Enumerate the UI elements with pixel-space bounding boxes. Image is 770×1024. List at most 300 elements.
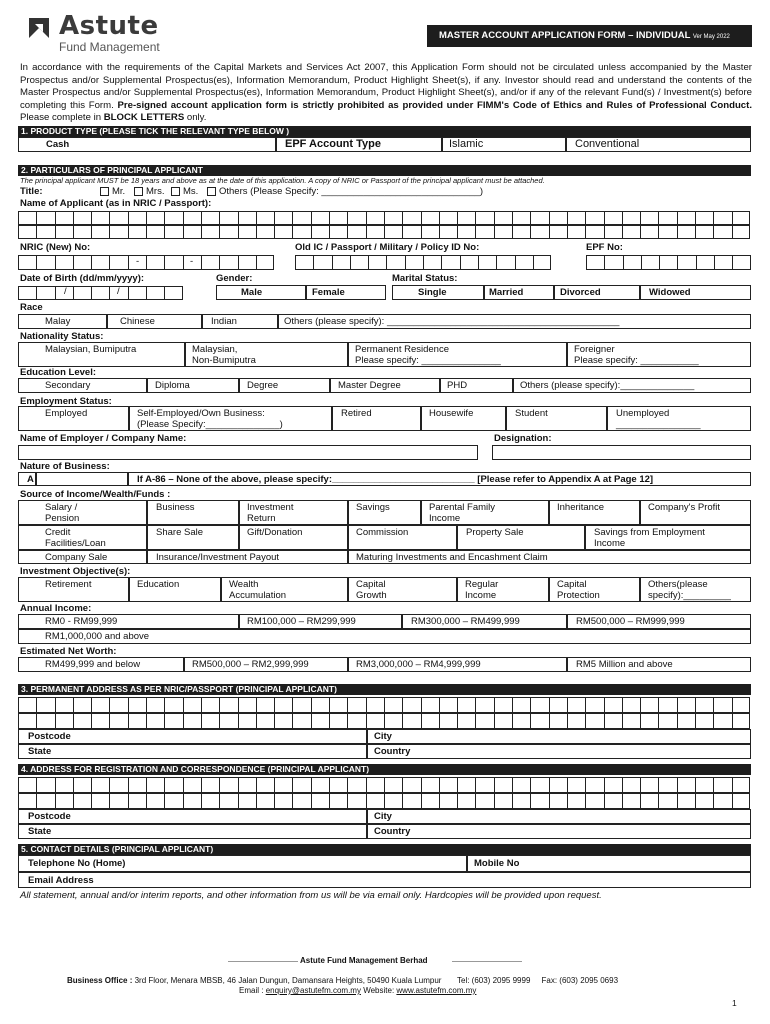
race-others[interactable]: Others (please specify): ____________________________________________ — [278, 314, 751, 329]
char-box[interactable] — [55, 777, 73, 793]
sow-credit-facilities[interactable]: Credit Facilities/Loan — [18, 525, 147, 550]
char-box[interactable] — [640, 777, 658, 793]
char-box[interactable] — [567, 793, 585, 809]
char-box[interactable] — [73, 777, 91, 793]
char-box[interactable] — [512, 211, 530, 225]
char-box[interactable] — [36, 697, 54, 713]
char-box[interactable] — [640, 697, 658, 713]
char-box[interactable] — [457, 793, 475, 809]
char-box[interactable] — [658, 225, 676, 239]
char-box[interactable] — [366, 777, 384, 793]
edu-diploma[interactable]: Diploma — [147, 378, 239, 393]
char-box[interactable] — [238, 793, 256, 809]
char-box[interactable] — [366, 713, 384, 729]
nw-5m-above[interactable]: RM5 Million and above — [567, 657, 751, 672]
char-box[interactable] — [421, 211, 439, 225]
char-box[interactable] — [238, 697, 256, 713]
char-box[interactable] — [329, 713, 347, 729]
char-box[interactable] — [256, 713, 274, 729]
edu-phd[interactable]: PHD — [440, 378, 513, 393]
char-box[interactable] — [55, 255, 73, 270]
inv-capital-protection[interactable]: Capital Protection — [549, 577, 640, 602]
char-box[interactable] — [696, 255, 714, 270]
char-box[interactable] — [677, 697, 695, 713]
char-box[interactable] — [183, 211, 201, 225]
char-box[interactable] — [109, 211, 127, 225]
char-box[interactable] — [164, 713, 182, 729]
char-box[interactable] — [274, 793, 292, 809]
char-box[interactable] — [494, 697, 512, 713]
mobile-no-field[interactable]: Mobile No — [467, 855, 751, 872]
char-box[interactable] — [128, 697, 146, 713]
char-box[interactable] — [238, 713, 256, 729]
inv-others[interactable]: Others(please specify):_________ — [640, 577, 751, 602]
char-box[interactable] — [475, 777, 493, 793]
char-box[interactable] — [109, 713, 127, 729]
char-box[interactable] — [73, 225, 91, 239]
char-box[interactable] — [256, 211, 274, 225]
char-box[interactable] — [311, 713, 329, 729]
ai-rm1m-above[interactable]: RM1,000,000 and above — [18, 629, 751, 644]
title-others-option[interactable]: Others (Please Specify: ______________________________) — [207, 186, 483, 197]
char-box[interactable] — [36, 713, 54, 729]
char-box[interactable] — [402, 225, 420, 239]
char-box[interactable] — [36, 793, 54, 809]
char-box[interactable] — [350, 255, 368, 270]
char-box[interactable] — [622, 777, 640, 793]
inv-education[interactable]: Education — [129, 577, 221, 602]
char-box[interactable] — [604, 793, 622, 809]
char-box[interactable] — [567, 211, 585, 225]
edu-degree[interactable]: Degree — [239, 378, 330, 393]
char-box[interactable] — [475, 793, 493, 809]
char-box[interactable] — [36, 211, 54, 225]
sow-investment-return[interactable]: Investment Return — [239, 500, 348, 525]
char-box[interactable] — [549, 777, 567, 793]
char-box[interactable] — [512, 793, 530, 809]
char-box[interactable] — [18, 793, 36, 809]
char-box[interactable] — [496, 255, 514, 270]
char-box[interactable] — [695, 697, 713, 713]
char-box[interactable] — [677, 793, 695, 809]
gender-male[interactable]: Male — [216, 285, 306, 300]
char-box[interactable] — [91, 286, 109, 300]
dob-input-grid[interactable] — [18, 286, 183, 300]
char-box[interactable] — [109, 225, 127, 239]
char-box[interactable] — [329, 211, 347, 225]
correspondence-address-row2[interactable] — [18, 793, 750, 809]
correspondence-address-row1[interactable] — [18, 777, 750, 793]
char-box[interactable] — [73, 697, 91, 713]
product-islamic[interactable]: Islamic — [442, 137, 566, 152]
char-box[interactable] — [164, 255, 182, 270]
char-box[interactable] — [55, 211, 73, 225]
char-box[interactable] — [695, 777, 713, 793]
edu-secondary[interactable]: Secondary — [18, 378, 147, 393]
char-box[interactable] — [219, 255, 237, 270]
emp-employed[interactable]: Employed — [18, 406, 129, 431]
char-box[interactable] — [238, 225, 256, 239]
char-box[interactable] — [128, 225, 146, 239]
product-conventional[interactable]: Conventional — [566, 137, 751, 152]
char-box[interactable] — [658, 793, 676, 809]
char-box[interactable] — [146, 286, 164, 300]
char-box[interactable] — [640, 793, 658, 809]
char-box[interactable] — [530, 713, 548, 729]
inv-capital-growth[interactable]: Capital Growth — [348, 577, 457, 602]
char-box[interactable] — [386, 255, 404, 270]
nw-below-500k[interactable]: RM499,999 and below — [18, 657, 184, 672]
permanent-address-row1[interactable] — [18, 697, 750, 713]
char-box[interactable] — [183, 225, 201, 239]
marital-divorced[interactable]: Divorced — [554, 285, 640, 300]
corr-city[interactable]: City — [367, 809, 751, 824]
inv-retirement[interactable]: Retirement — [18, 577, 129, 602]
char-box[interactable] — [368, 255, 386, 270]
char-box[interactable] — [457, 211, 475, 225]
char-box[interactable] — [622, 793, 640, 809]
char-box[interactable] — [641, 255, 659, 270]
char-box[interactable] — [732, 225, 750, 239]
char-box[interactable] — [219, 777, 237, 793]
footer-email-link[interactable]: enquiry@astutefm.com.my — [265, 986, 361, 995]
char-box[interactable] — [146, 713, 164, 729]
char-box[interactable] — [146, 255, 164, 270]
ai-rm0-99999[interactable]: RM0 - RM99,999 — [18, 614, 239, 629]
char-box[interactable] — [421, 777, 439, 793]
char-box[interactable] — [604, 777, 622, 793]
char-box[interactable] — [366, 793, 384, 809]
char-box[interactable] — [384, 777, 402, 793]
marital-single[interactable]: Single — [392, 285, 484, 300]
char-box[interactable] — [274, 697, 292, 713]
char-box[interactable] — [677, 777, 695, 793]
perm-postcode[interactable]: Postcode — [18, 729, 367, 744]
char-box[interactable] — [219, 793, 237, 809]
char-box[interactable] — [622, 211, 640, 225]
char-box[interactable] — [295, 255, 313, 270]
char-box[interactable] — [549, 225, 567, 239]
char-box[interactable] — [347, 713, 365, 729]
nob-other-specify[interactable]: If A-86 – None of the above, please specify:___________________________ [Please refer to Appendix A at Page 12] — [128, 472, 751, 486]
char-box[interactable] — [732, 713, 750, 729]
char-box[interactable] — [457, 697, 475, 713]
char-box[interactable] — [164, 211, 182, 225]
char-box[interactable] — [201, 211, 219, 225]
char-box[interactable] — [311, 777, 329, 793]
char-box[interactable] — [55, 225, 73, 239]
char-box[interactable] — [457, 713, 475, 729]
sow-commission[interactable]: Commission — [348, 525, 457, 550]
char-box[interactable] — [164, 697, 182, 713]
char-box[interactable] — [695, 225, 713, 239]
char-box[interactable] — [292, 211, 310, 225]
char-box[interactable] — [405, 255, 423, 270]
char-box[interactable] — [109, 777, 127, 793]
char-box[interactable] — [713, 225, 731, 239]
char-box[interactable] — [421, 225, 439, 239]
race-malay[interactable]: Malay — [18, 314, 107, 329]
char-box[interactable] — [658, 777, 676, 793]
char-box[interactable] — [640, 713, 658, 729]
title-mrs-option[interactable]: Mrs. — [134, 186, 164, 197]
char-box[interactable] — [18, 211, 36, 225]
nw-3m-5m[interactable]: RM3,000,000 – RM4,999,999 — [348, 657, 567, 672]
char-box[interactable] — [256, 225, 274, 239]
char-box[interactable] — [292, 713, 310, 729]
char-box[interactable] — [549, 697, 567, 713]
char-box[interactable] — [533, 255, 551, 270]
char-box[interactable] — [332, 255, 350, 270]
char-box[interactable] — [402, 697, 420, 713]
emp-retired[interactable]: Retired — [332, 406, 421, 431]
char-box[interactable] — [732, 697, 750, 713]
char-box[interactable] — [201, 793, 219, 809]
char-box[interactable] — [494, 793, 512, 809]
char-box[interactable] — [677, 211, 695, 225]
gender-female[interactable]: Female — [306, 285, 386, 300]
char-box[interactable] — [530, 793, 548, 809]
applicant-name-grid-row1[interactable] — [18, 211, 750, 225]
char-box[interactable] — [384, 697, 402, 713]
char-box[interactable] — [585, 225, 603, 239]
char-box[interactable] — [402, 713, 420, 729]
designation-input[interactable] — [492, 445, 751, 460]
char-box[interactable] — [146, 697, 164, 713]
nob-code-input[interactable] — [36, 472, 128, 486]
char-box[interactable] — [622, 225, 640, 239]
perm-country[interactable]: Country — [367, 744, 751, 759]
char-box[interactable] — [732, 255, 750, 270]
char-box[interactable] — [91, 697, 109, 713]
char-box[interactable] — [73, 211, 91, 225]
char-box[interactable] — [128, 793, 146, 809]
char-box[interactable] — [713, 793, 731, 809]
char-box[interactable] — [201, 225, 219, 239]
char-box[interactable] — [109, 697, 127, 713]
applicant-name-grid-row2[interactable] — [18, 225, 750, 239]
char-box[interactable] — [421, 713, 439, 729]
char-box[interactable] — [475, 225, 493, 239]
char-box[interactable] — [91, 225, 109, 239]
sow-business[interactable]: Business — [147, 500, 239, 525]
char-box[interactable] — [91, 777, 109, 793]
char-box[interactable] — [713, 211, 731, 225]
product-epf-account-type[interactable]: EPF Account Type — [276, 137, 442, 152]
char-box[interactable] — [183, 777, 201, 793]
emp-unemployed[interactable]: Unemployed ________________ — [607, 406, 751, 431]
char-box[interactable] — [256, 697, 274, 713]
char-box[interactable] — [292, 697, 310, 713]
inv-wealth-accumulation[interactable]: Wealth Accumulation — [221, 577, 348, 602]
char-box[interactable] — [311, 697, 329, 713]
char-box[interactable] — [201, 777, 219, 793]
char-box[interactable] — [146, 211, 164, 225]
nw-500k-3m[interactable]: RM500,000 – RM2,999,999 — [184, 657, 348, 672]
char-box[interactable] — [659, 255, 677, 270]
char-box[interactable] — [347, 793, 365, 809]
char-box[interactable] — [18, 286, 36, 300]
char-box[interactable] — [256, 793, 274, 809]
sow-gift-donation[interactable]: Gift/Donation — [239, 525, 348, 550]
char-box[interactable] — [457, 225, 475, 239]
char-box[interactable] — [604, 225, 622, 239]
char-box[interactable] — [714, 255, 732, 270]
char-box[interactable] — [494, 211, 512, 225]
char-box[interactable] — [36, 255, 54, 270]
char-box[interactable] — [695, 211, 713, 225]
char-box[interactable] — [402, 211, 420, 225]
char-box[interactable] — [292, 777, 310, 793]
char-box[interactable] — [292, 793, 310, 809]
emp-self-employed[interactable]: Self-Employed/Own Business: (Please Specify:______________) — [129, 406, 332, 431]
char-box[interactable] — [567, 777, 585, 793]
char-box[interactable] — [439, 211, 457, 225]
char-box[interactable] — [256, 255, 274, 270]
char-box[interactable] — [91, 211, 109, 225]
char-box[interactable] — [183, 697, 201, 713]
char-box[interactable] — [73, 286, 91, 300]
char-box[interactable] — [640, 211, 658, 225]
char-box[interactable] — [366, 225, 384, 239]
char-box[interactable] — [201, 697, 219, 713]
char-box[interactable] — [439, 777, 457, 793]
char-box[interactable] — [329, 777, 347, 793]
char-box[interactable] — [695, 713, 713, 729]
char-box[interactable] — [623, 255, 641, 270]
sow-salary-pension[interactable]: Salary / Pension — [18, 500, 147, 525]
sow-savings-employment[interactable]: Savings from Employment Income — [585, 525, 751, 550]
char-box[interactable] — [586, 255, 604, 270]
char-box[interactable] — [128, 286, 146, 300]
char-box[interactable] — [366, 697, 384, 713]
char-box[interactable] — [512, 697, 530, 713]
corr-country[interactable]: Country — [367, 824, 751, 839]
char-box[interactable] — [201, 713, 219, 729]
char-box[interactable] — [515, 255, 533, 270]
epf-no-input-grid[interactable] — [586, 255, 751, 270]
char-box[interactable] — [423, 255, 441, 270]
permanent-address-row2[interactable] — [18, 713, 750, 729]
char-box[interactable] — [530, 697, 548, 713]
char-box[interactable] — [91, 255, 109, 270]
char-box[interactable] — [128, 777, 146, 793]
char-box[interactable] — [146, 225, 164, 239]
char-box[interactable] — [549, 793, 567, 809]
char-box[interactable] — [18, 713, 36, 729]
char-box[interactable] — [732, 211, 750, 225]
email-address-field[interactable]: Email Address — [18, 872, 751, 888]
char-box[interactable] — [183, 793, 201, 809]
char-box[interactable] — [567, 713, 585, 729]
char-box[interactable] — [677, 713, 695, 729]
corr-state[interactable]: State — [18, 824, 367, 839]
perm-state[interactable]: State — [18, 744, 367, 759]
char-box[interactable] — [146, 793, 164, 809]
char-box[interactable] — [494, 777, 512, 793]
char-box[interactable] — [274, 777, 292, 793]
char-box[interactable] — [658, 713, 676, 729]
char-box[interactable] — [329, 793, 347, 809]
char-box[interactable] — [18, 777, 36, 793]
emp-housewife[interactable]: Housewife — [421, 406, 506, 431]
char-box[interactable] — [512, 713, 530, 729]
char-box[interactable] — [73, 793, 91, 809]
sow-share-sale[interactable]: Share Sale — [147, 525, 239, 550]
char-box[interactable] — [530, 211, 548, 225]
char-box[interactable] — [713, 697, 731, 713]
char-box[interactable] — [55, 713, 73, 729]
char-box[interactable] — [475, 697, 493, 713]
char-box[interactable] — [695, 793, 713, 809]
edu-others[interactable]: Others (please specify):______________ — [513, 378, 751, 393]
char-box[interactable] — [91, 713, 109, 729]
char-box[interactable] — [604, 697, 622, 713]
char-box[interactable] — [73, 255, 91, 270]
char-box[interactable] — [460, 255, 478, 270]
char-box[interactable] — [311, 225, 329, 239]
inv-regular-income[interactable]: Regular Income — [457, 577, 549, 602]
char-box[interactable] — [549, 211, 567, 225]
edu-master-degree[interactable]: Master Degree — [330, 378, 440, 393]
char-box[interactable] — [421, 793, 439, 809]
perm-city[interactable]: City — [367, 729, 751, 744]
char-box[interactable] — [622, 697, 640, 713]
nat-permanent-residence[interactable]: Permanent Residence Please specify: _______________ — [348, 342, 567, 367]
char-box[interactable] — [347, 697, 365, 713]
old-ic-input-grid[interactable] — [295, 255, 551, 270]
char-box[interactable] — [201, 255, 219, 270]
char-box[interactable] — [238, 211, 256, 225]
char-box[interactable] — [73, 713, 91, 729]
char-box[interactable] — [530, 225, 548, 239]
char-box[interactable] — [549, 713, 567, 729]
char-box[interactable] — [402, 793, 420, 809]
sow-company-profit[interactable]: Company's Profit — [640, 500, 751, 525]
char-box[interactable] — [384, 211, 402, 225]
char-box[interactable] — [439, 697, 457, 713]
nat-foreigner[interactable]: Foreigner Please specify: ___________ — [567, 342, 751, 367]
char-box[interactable] — [164, 777, 182, 793]
char-box[interactable] — [478, 255, 496, 270]
char-box[interactable] — [311, 793, 329, 809]
char-box[interactable] — [567, 225, 585, 239]
sow-inheritance[interactable]: Inheritance — [549, 500, 640, 525]
title-ms-option[interactable]: Ms. — [171, 186, 198, 197]
nat-malaysian-non-bumiputra[interactable]: Malaysian, Non-Bumiputra — [185, 342, 348, 367]
marital-married[interactable]: Married — [484, 285, 554, 300]
char-box[interactable] — [441, 255, 459, 270]
title-mr-option[interactable]: Mr. — [100, 186, 125, 197]
char-box[interactable] — [128, 713, 146, 729]
char-box[interactable] — [347, 225, 365, 239]
char-box[interactable] — [402, 777, 420, 793]
nric-input-grid[interactable] — [18, 255, 274, 270]
char-box[interactable] — [311, 211, 329, 225]
char-box[interactable] — [677, 225, 695, 239]
char-box[interactable] — [183, 713, 201, 729]
char-box[interactable] — [604, 211, 622, 225]
char-box[interactable] — [366, 211, 384, 225]
char-box[interactable] — [439, 225, 457, 239]
nat-malaysian-bumiputra[interactable]: Malaysian, Bumiputra — [18, 342, 185, 367]
char-box[interactable] — [146, 777, 164, 793]
char-box[interactable] — [274, 713, 292, 729]
char-box[interactable] — [18, 255, 36, 270]
char-box[interactable] — [219, 697, 237, 713]
char-box[interactable] — [164, 225, 182, 239]
char-box[interactable] — [219, 225, 237, 239]
